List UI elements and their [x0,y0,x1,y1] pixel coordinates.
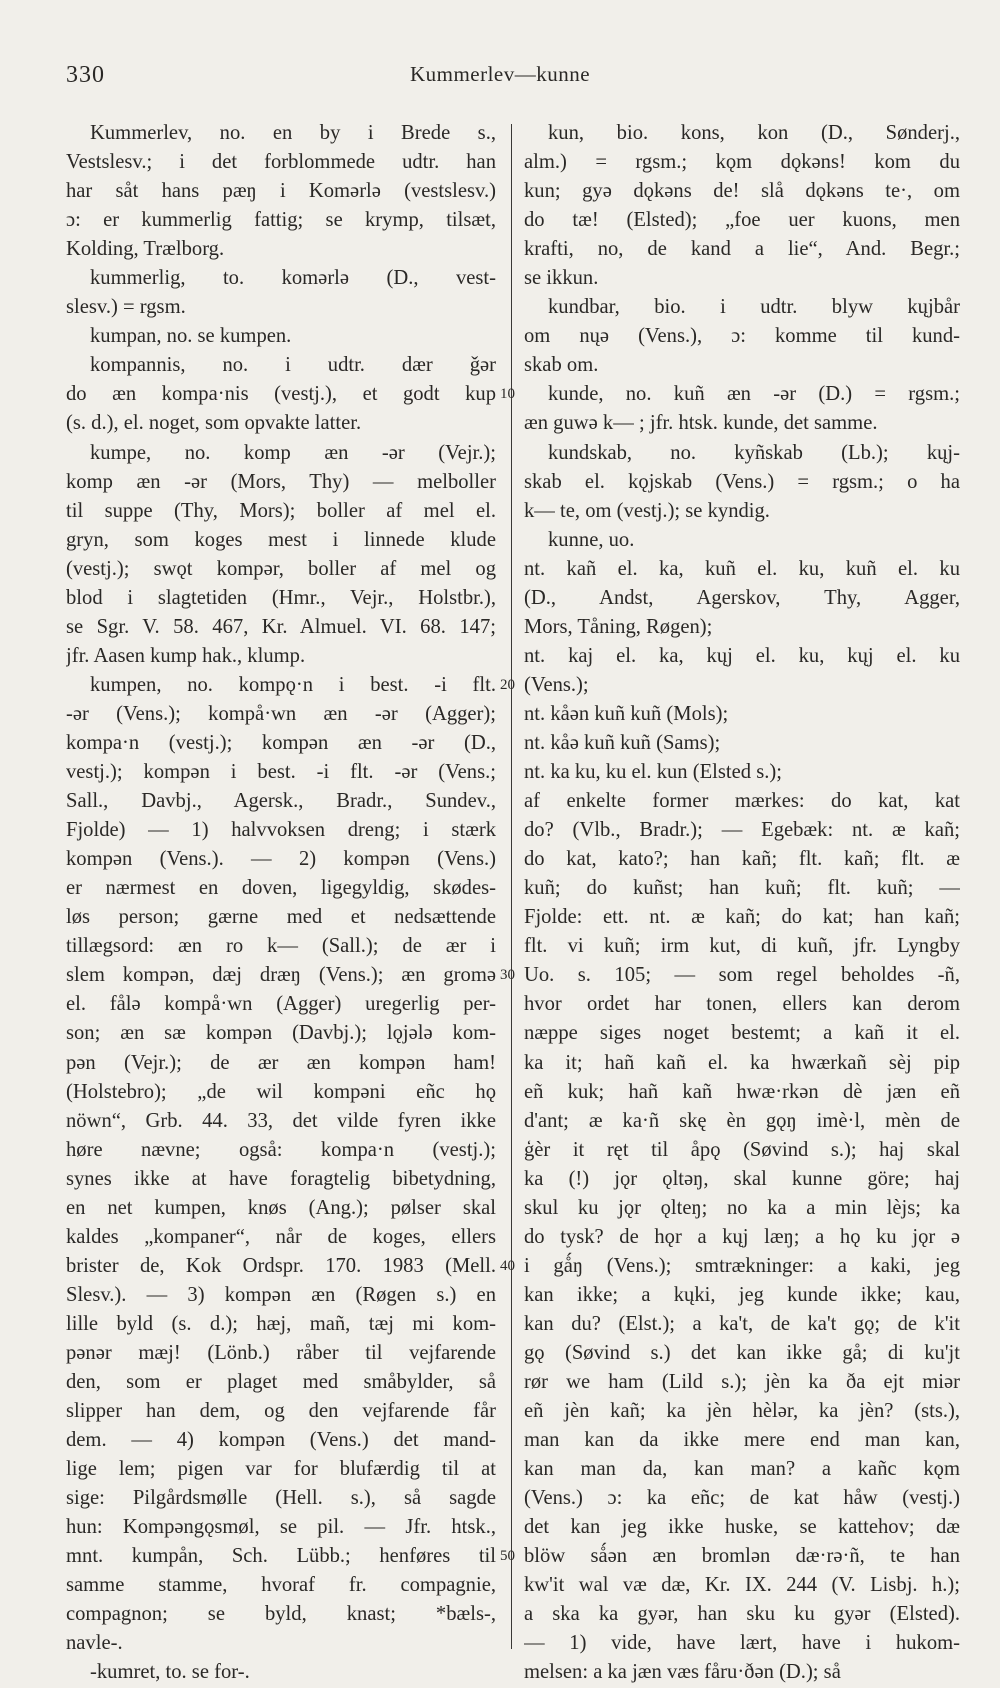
text-line: komp æn -ər (Mors, Thy) — melboller [66,470,496,493]
text-line: blod i slagtetiden (Hmr., Vejr., Holstbr.), [66,586,496,609]
text-line: nt. kåən kuñ kuñ (Mols); [524,702,729,725]
text-line: rør we ham (Lild s.); jèn ka ða ejt miər [524,1371,960,1394]
text-line: eñ kuk; hañ kañ hwæ·rkən dè jæn eñ [524,1080,960,1103]
text-line: lige lem; pigen var for blufærdig til at [66,1458,496,1481]
text-line: ģèr it ręt til åpǫ (Søvind s.); haj skal [524,1138,960,1161]
text-line: den, som er plaget med småbylder, så [66,1371,496,1394]
text-line: el. fålə kompå·wn (Agger) uregerlig per- [66,993,496,1016]
text-line: kompən (Vens.). — 2) kompən (Vens.) [66,848,496,871]
text-line: (vestj.); swǫt kompər, boller af mel og [66,557,496,580]
text-line: (Vens.); [524,673,589,696]
text-line: mnt. kumpån, Sch. Lübb.; henføres til [66,1545,496,1568]
text-line: af enkelte former mærkes: do kat, kat [524,790,960,813]
text-line: kaldes „kompaner“, når de koges, ellers [66,1225,496,1248]
text-line: brister de, Kok Ordspr. 170. 1983 (Mell. [66,1254,496,1277]
text-line: i gǻŋ (Vens.); smtrækninger: a kaki, jeg [524,1254,960,1277]
text-line: nt. kaj el. ka, kųj el. ku, kųj el. ku [524,644,960,667]
text-line: gǫ (Søvind s.) det kan ikke gå; di ku'jt [524,1341,960,1364]
line-number: 50 [500,1548,515,1565]
text-line: tillægsord: æn ro k— (Sall.); de ær i [66,935,496,958]
column-divider [511,124,512,1649]
text-line: hvor ordet har tonen, ellers kan derom [524,993,960,1016]
text-line: alm.) = rgsm.; kǫm dǫkəns! kom du [524,151,960,174]
text-line: kumpe, no. komp æn -ər (Vejr.); [90,441,496,464]
text-line: samme stamme, hvoraf fr. compagnie, [66,1574,496,1597]
text-line: det kan jeg ikke huske, se kattehov; dæ [524,1516,960,1539]
text-line: nt. kañ el. ka, kuñ el. ku, kuñ el. ku [524,557,960,580]
text-line: nöwn“, Grb. 44. 33, det vilde fyren ikke [66,1109,496,1132]
text-line: nt. kåə kuñ kuñ (Sams); [524,731,721,754]
text-line: kumpen, no. kompǫ·n i best. -i flt. [90,673,496,696]
text-line: krafti, no, de kand a lie“, And. Begr.; [524,238,960,261]
text-line: do æn kompa·nis (vestj.), et godt kup [66,383,496,406]
text-line: til suppe (Thy, Mors); boller af mel el. [66,499,496,522]
text-line: do tysk? de hǫr a kųj læŋ; a hǫ ku jǫr ə [524,1225,960,1248]
text-line: dem. — 4) kompən (Vens.) det mand- [66,1429,496,1452]
left-column [66,119,496,1688]
text-line: kundskab, no. kyñskab (Lb.); kųj- [548,441,960,464]
text-line: løs person; gærne med et nedsættende [66,906,496,929]
text-line: slem kompən, dæj dræŋ (Vens.); æn gromə [66,964,496,987]
text-line: flt. vi kuñ; irm kut, di kuñ, jfr. Lyngby [524,935,960,958]
text-line: Uo. s. 105; — som regel beholdes -ñ, [524,964,960,987]
text-line: hun: Kompəngǫsmøl, se pil. — Jfr. htsk., [66,1516,496,1539]
text-line: Kummerlev, no. en by i Brede s., [90,122,496,144]
text-line: a ska ka gyər, han sku ku gyər (Elsted). [524,1603,960,1626]
text-line: navle-. [66,1632,123,1655]
running-head: Kummerlev—kunne [409,62,591,86]
text-line: kun, bio. kons, kon (D., Sønderj., [548,122,960,144]
line-number: 20 [500,676,515,693]
text-line: gryn, som koges mest i linnede klude [66,528,496,551]
text-line: se ikkun. [524,267,599,290]
text-line: er nærmest en doven, ligegyldig, skødes- [66,877,496,900]
right-column [524,119,960,1688]
line-number: 10 [500,386,515,403]
text-line: compagnon; se byld, knast; *bæls-, [66,1603,496,1626]
text-line: pən (Vejr.); de ær æn kompən ham! [66,1051,496,1074]
text-line: ka it; hañ kañ el. ka hwærkañ sèj pip [524,1051,960,1074]
text-line: do kat, kato?; han kañ; flt. kañ; flt. æ [524,848,960,871]
text-line: kompa·n (vestj.); kompən æn -ər (D., [66,731,496,754]
text-line: Slesv.). — 3) kompən æn (Røgen s.) en [66,1283,496,1306]
page-header [0,62,1000,92]
text-line: kompannis, no. i udtr. dær ǧər [90,354,496,377]
text-line: slesv.) = rgsm. [66,296,186,319]
text-line: næppe siges noget bestemt; a kañ it el. [524,1022,960,1045]
text-line: (D., Andst, Agerskov, Thy, Agger, [524,586,960,609]
text-line: se Sgr. V. 58. 467, Kr. Almuel. VI. 68. 147; [66,615,496,638]
text-line: har såt hans pæŋ i Komərlə (vestslesv.) [66,180,496,203]
text-line: æn guwə k— ; jfr. htsk. kunde, det samme. [524,412,878,435]
text-line: kummerlig, to. komərlə (D., vest- [90,267,496,290]
text-line: d'ant; æ ka·ñ skę èn gǫŋ imè·l, mèn de [524,1109,960,1132]
text-line: Sall., Davbj., Agersk., Bradr., Sundev., [66,790,496,813]
text-line: vestj.); kompən i best. -i flt. -ər (Vens.; [66,761,496,784]
text-line: ɔ: er kummerlig fattig; se krymp, tilsæt, [66,209,496,232]
text-line: lille byld (s. d.); hæj, mañ, tæj mi kom- [66,1312,496,1335]
line-number: 30 [500,967,515,984]
text-line: høre nævne; også: kompa·n (vestj.); [66,1138,496,1161]
text-line: (Holstebro); „de wil kompəni eñc hǫ [66,1080,496,1103]
text-line: pənər mæj! (Lönb.) råber til vejfarende [66,1341,496,1364]
text-line: (Vens.) ɔ: ka eñc; de kat håw (vestj.) [524,1487,960,1510]
text-line: kundbar, bio. i udtr. blyw kųjbår [548,296,960,319]
text-line: Mors, Tåning, Røgen); [524,615,713,638]
text-line: synes ikke at have foragtelig bibetydning, [66,1167,496,1190]
text-line: Fjolde) — 1) halvvoksen dreng; i stærk [66,819,496,842]
text-line: k— te, om (vestj.); se kyndig. [524,499,770,522]
text-line: — 1) vide, have lært, have i hukom- [524,1632,960,1655]
text-line: Vestslesv.; i det forblommede udtr. han [66,151,496,174]
text-line: kunne, uo. [548,528,635,551]
text-line: do tæ! (Elsted); „foe uer kuons, men [524,209,960,232]
text-line: son; æn sæ kompən (Davbj.); lǫjələ kom- [66,1022,496,1045]
text-line: kw'it wal væ dæ, Kr. IX. 244 (V. Lisbj. h.); [524,1574,960,1597]
text-line: kan ikke; a kųki, jeg kunde ikke; kau, [524,1283,960,1306]
text-line: sige: Pilgårdsmølle (Hell. s.), så sagde [66,1487,496,1510]
line-number: 40 [500,1257,515,1274]
text-line: slipper han dem, og den vejfarende får [66,1400,496,1423]
text-line: kumpan, no. se kumpen. [90,325,292,348]
text-line: blöw sǻən æn bromlən dæ·rə·ñ, te han [524,1545,960,1568]
text-line: -ər (Vens.); kompå·wn æn -ər (Agger); [66,702,496,725]
text-line: skab el. kǫjskab (Vens.) = rgsm.; o ha [524,470,960,493]
text-line: nt. ka ku, ku el. kun (Elsted s.); [524,761,782,784]
text-line: jfr. Aasen kump hak., klump. [66,644,306,667]
text-line: skab om. [524,354,599,377]
text-line: man kan da ikke mere end man kan, [524,1429,960,1452]
text-line: eñ jèn kañ; ka jèn hèlər, ka jèn? (sts.), [524,1400,960,1423]
text-line: ka (!) jǫr ǫltəŋ, skal kunne göre; haj [524,1167,960,1190]
text-line: melsen: a ka jæn væs fåru·ðən (D.); så [524,1661,841,1684]
text-line: en net kumpen, knøs (Ang.); pølser skal [66,1196,496,1219]
text-line: skul ku jǫr ǫlteŋ; no ka a min lèjs; ka [524,1196,960,1219]
page-number: 330 [66,62,105,88]
text-line: Kolding, Trælborg. [66,238,225,261]
text-line: Fjolde: ett. nt. æ kañ; do kat; han kañ; [524,906,960,929]
text-line: kunde, no. kuñ æn -ər (D.) = rgsm.; [548,383,960,406]
text-line: (s. d.), el. noget, som opvakte latter. [66,412,362,435]
text-line: kan man da, kan man? a kañc kǫm [524,1458,960,1481]
text-line: kun; gyə dǫkəns de! slå dǫkəns te·, om [524,180,960,203]
text-line: kuñ; do kuñst; han kuñ; flt. kuñ; — [524,877,960,900]
text-line: do? (Vlb., Bradr.); — Egebæk: nt. æ kañ; [524,819,960,842]
text-line: kan du? (Elst.); a ka't, de ka't gǫ; de k'it [524,1312,960,1335]
text-line: om nųə (Vens.), ɔ: komme til kund- [524,325,960,348]
text-line: -kumret, to. se for-. [90,1661,250,1684]
